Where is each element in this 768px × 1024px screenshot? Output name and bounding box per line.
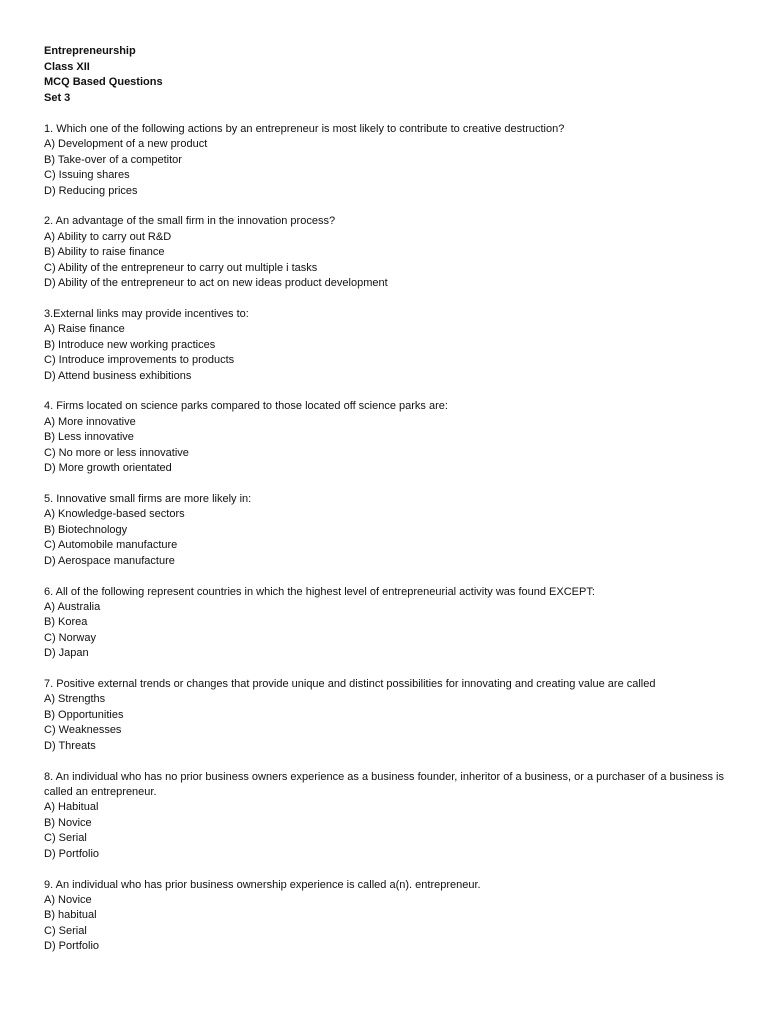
option-d: D) More growth orientated (44, 462, 172, 475)
option-a: A) Knowledge-based sectors (44, 508, 185, 521)
document-header (44, 44, 744, 106)
class-title: Class XII (44, 60, 90, 73)
question-4 (44, 399, 744, 476)
option-a: A) More innovative (44, 415, 136, 428)
option-b: B) Ability to raise finance (44, 246, 165, 259)
option-b: B) Less innovative (44, 431, 134, 444)
question-text: 1. Which one of the following actions by an entrepreneur is most likely to contribute to creative destruction? (44, 122, 565, 135)
question-1 (44, 122, 744, 199)
option-d: D) Aerospace manufacture (44, 554, 175, 567)
question-text: 2. An advantage of the small firm in the innovation process? (44, 215, 336, 228)
option-a: A) Australia (44, 600, 101, 613)
question-3 (44, 307, 744, 384)
option-c: C) Weaknesses (44, 724, 122, 737)
option-b: B) Opportunities (44, 708, 124, 721)
option-d: D) Reducing prices (44, 184, 138, 197)
option-d: D) Japan (44, 647, 89, 660)
question-type-title: MCQ Based Questions (44, 76, 163, 89)
option-c: C) No more or less innovative (44, 446, 189, 459)
option-b: B) Take-over of a competitor (44, 153, 182, 166)
option-c: C) Issuing shares (44, 169, 130, 182)
option-c: C) Norway (44, 631, 96, 644)
option-d: D) Ability of the entrepreneur to act on new ideas product development (44, 277, 388, 290)
question-text: 4. Firms located on science parks compared to those located off science parks are: (44, 400, 448, 413)
option-d: D) Threats (44, 739, 96, 752)
question-5 (44, 492, 744, 569)
option-b: B) Novice (44, 816, 92, 829)
question-text: 9. An individual who has prior business ownership experience is called a(n). entrepreneur. (44, 878, 481, 891)
option-a: A) Development of a new product (44, 138, 208, 151)
option-c: C) Ability of the entrepreneur to carry out multiple i tasks (44, 261, 318, 274)
question-2 (44, 214, 744, 291)
option-c: C) Serial (44, 832, 87, 845)
question-text: 6. All of the following represent countries in which the highest level of entrepreneurial activity was found EXCEPT: (44, 585, 595, 598)
option-c: C) Introduce improvements to products (44, 354, 235, 367)
option-a: A) Novice (44, 893, 92, 906)
option-a: A) Ability to carry out R&D (44, 230, 172, 243)
question-6 (44, 585, 744, 662)
option-b: B) Introduce new working practices (44, 338, 216, 351)
question-text: 3.External links may provide incentives to: (44, 307, 249, 320)
option-b: B) Korea (44, 616, 88, 629)
option-a: A) Strengths (44, 693, 106, 706)
option-d: D) Portfolio (44, 940, 100, 953)
question-text: 5. Innovative small firms are more likely in: (44, 493, 252, 505)
set-title: Set 3 (44, 91, 71, 104)
option-b: B) Biotechnology (44, 523, 128, 536)
option-d: D) Attend business exhibitions (44, 369, 192, 382)
question-text: 7. Positive external trends or changes that provide unique and distinct possibilities for innovating and creating value are called (44, 678, 656, 691)
question-8 (44, 770, 744, 862)
option-c: C) Automobile manufacture (44, 539, 178, 552)
question-text: 8. An individual who has no prior business owners experience as a business founder, inheritor of a business, or a purchaser of a business is called an entrepreneur. (44, 770, 728, 798)
option-a: A) Habitual (44, 801, 99, 814)
option-c: C) Serial (44, 924, 87, 937)
option-b: B) habitual (44, 909, 97, 922)
question-9 (44, 878, 744, 955)
subject-title: Entrepreneurship (44, 45, 136, 57)
option-d: D) Portfolio (44, 847, 100, 860)
document-page (44, 44, 744, 955)
question-7 (44, 677, 744, 754)
option-a: A) Raise finance (44, 323, 125, 336)
